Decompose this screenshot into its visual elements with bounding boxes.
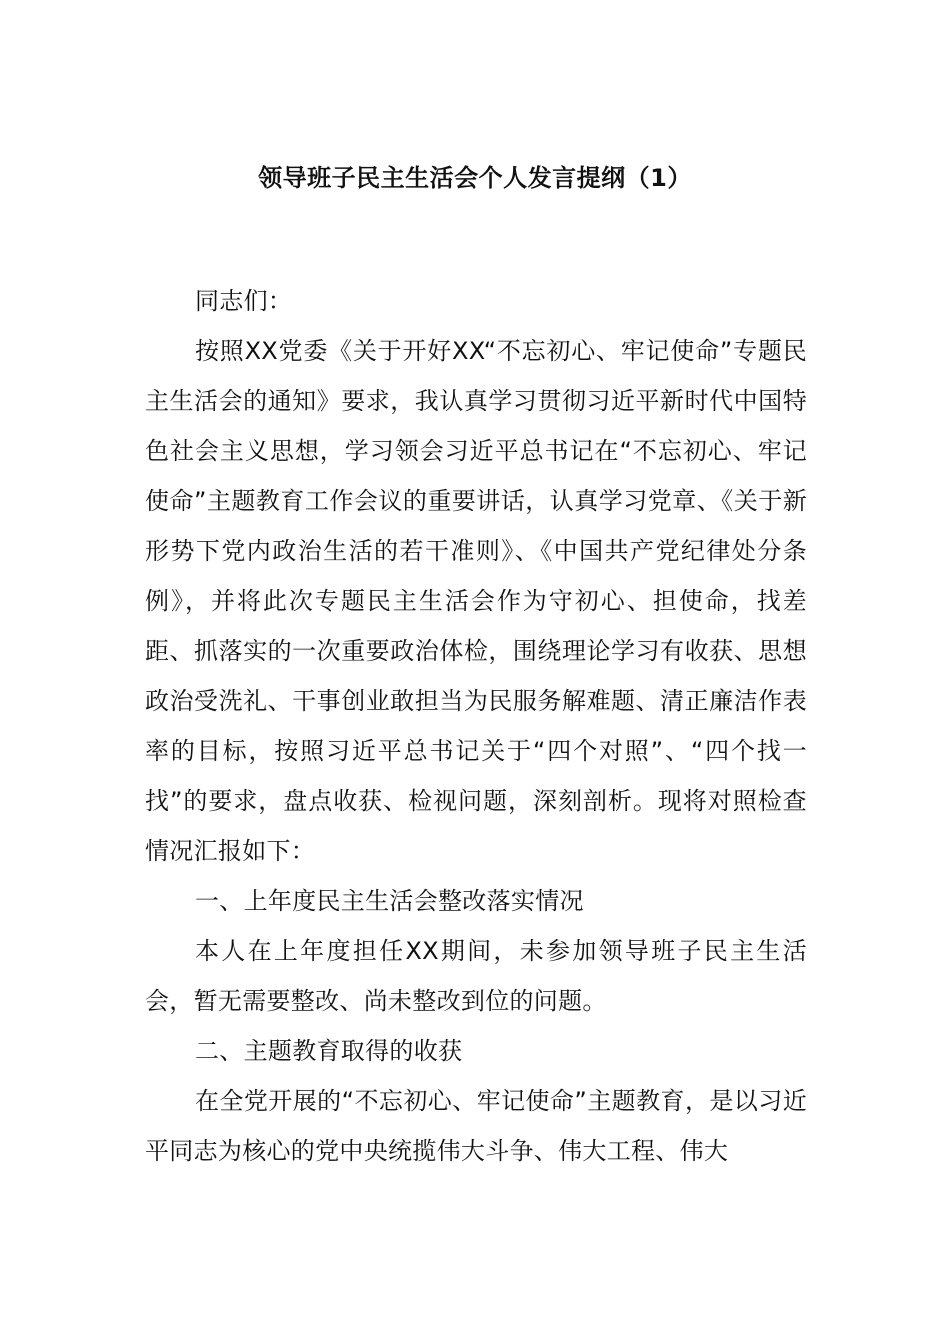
section-heading-2: 二、主题教育取得的收获 [195, 1037, 463, 1065]
section-heading-1: 一、上年度民主生活会整改落实情况 [195, 887, 584, 915]
document-title: 领导班子民主生活会个人发言提纲（1） [258, 164, 692, 192]
document-body [145, 276, 807, 1176]
intro-paragraph: 按照XX党委《关于开好XX“不忘初心、牢记使命”专题民主生活会的通知》要求，我认真学习贯彻习近平新时代中国特色社会主义思想，学习领会习近平总书记在“不忘初心、牢记使命”主题教育工作会议的重要讲话，认真学习党章、《关于新形势下党内政治生活的若干准则》、《中国共产党纪律处分条例》，并将此次专题民主生活会作为守初心、担使命，找差距、抓落实的一次重要政治体检，围绕理论学习有收获、思想政治受洗礼、干事创业敢担当为民服务解难题、清正廉洁作表率的目标，按照习近平总书记关于“四个对照”、“四个找一找”的要求，盘点收获、检视问题，深刻剖析。现将对照检查情况汇报如下： [145, 337, 807, 865]
section-1-paragraph: 本人在上年度担任XX期间，未参加领导班子民主生活会，暂无需要整改、尚未整改到位的问题。 [145, 937, 807, 1015]
salutation: 同志们： [195, 287, 293, 315]
section-2-paragraph: 在全党开展的“不忘初心、牢记使命”主题教育，是以习近平同志为核心的党中央统揽伟大斗争、伟大工程、伟大 [145, 1087, 807, 1165]
